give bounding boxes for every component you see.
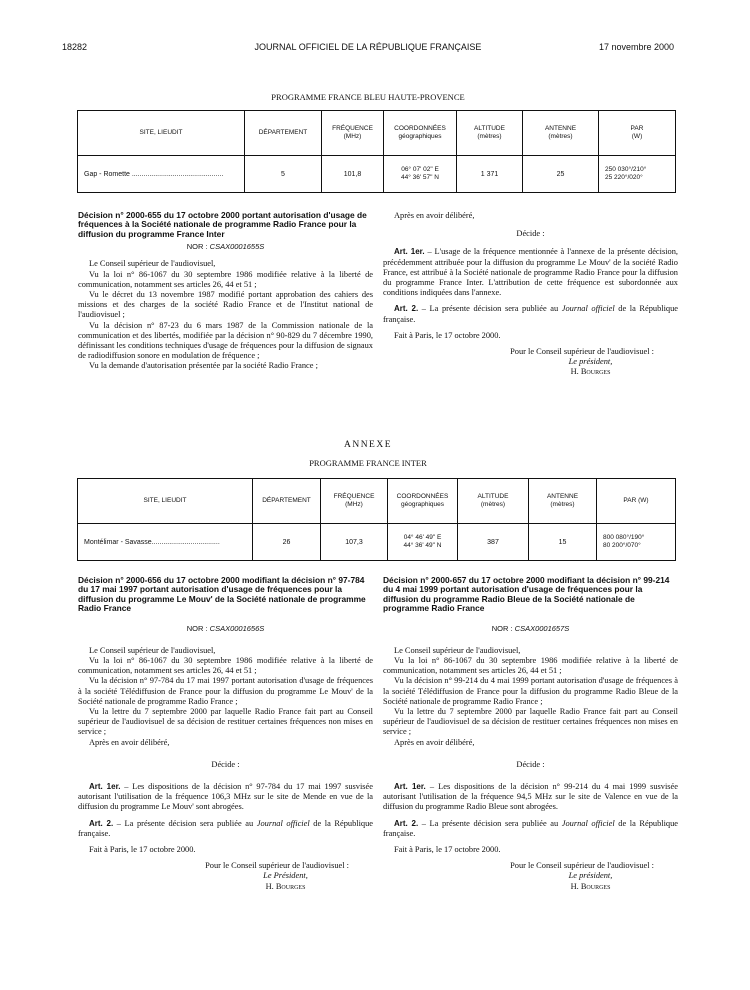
col-header-altitude: ALTITUDE (mètres): [458, 479, 529, 524]
cell-frequence: 107,3: [321, 524, 388, 561]
table-row: [78, 524, 676, 561]
frequency-table-france-bleu: [77, 110, 676, 193]
done-at: Fait à Paris, le 17 octobre 2000.: [394, 845, 501, 855]
col-header-altitude: ALTITUDE (mètres): [457, 111, 523, 156]
cell-par: 800 080°/190° 80 200°/070°: [597, 524, 676, 561]
signature-name: H. Bourges: [265, 881, 306, 891]
table-row: [78, 156, 676, 193]
signature-title: Le Président,: [263, 871, 308, 881]
table-heading-france-bleu: PROGRAMME FRANCE BLEU HAUTE-PROVENCE: [271, 92, 465, 102]
paragraph: Vu la loi n° 86-1067 du 30 septembre 1986 modifiée relative à la liberté de communication, notamment ses articles 26, 44 et 51 ;: [383, 656, 678, 676]
article-2: Art. 2. – La présente décision sera publiée au Journal officiel de la République française.: [383, 818, 679, 838]
paragraph: Vu la décision n° 99-214 du 4 mai 1999 portant autorisation d'usage de fréquences à la société Télédiffusion de France pour la diffusion du programme Radio Bleue de la Société nationale de programme Radio France ;: [383, 676, 678, 706]
col-header-site: SITE, LIEUDIT: [78, 479, 253, 524]
signature-title: Le président,: [568, 357, 613, 367]
done-at: Fait à Paris, le 17 octobre 2000.: [89, 845, 196, 855]
cell-antenne: 25: [523, 156, 599, 193]
signature-name: H. Bourges: [570, 881, 611, 891]
article-1: Art. 1er. – Les dispositions de la décision n° 99-214 du 4 mai 1999 susvisée autorisant l'utilisation de la fréquence 94,5 MHz sur le site de Valence en vue de la diffusion du programme Radio Bleue sont abrogées.: [383, 782, 678, 812]
page-number: 18282: [62, 42, 88, 52]
col-header-antenne: ANTENNE (mètres): [523, 111, 599, 156]
col-header-site: SITE, LIEUDIT: [78, 111, 245, 156]
table-header-row: [78, 479, 676, 524]
decision-655-right: [383, 211, 678, 378]
signature-line: Pour le Conseil supérieur de l'audiovisuel :: [205, 861, 349, 871]
decide-heading: Décide :: [211, 759, 240, 769]
annexe-title: ANNEXE: [343, 440, 393, 450]
decision-title: Décision n° 2000-657 du 17 octobre 2000 modifiant la décision n° 99-214 du 4 mai 1999 portant autorisation d'usage de fréquences pour la diffusion du programme Radio Bleue de la Société nationale de programme Radio France: [383, 575, 670, 614]
running-head: [62, 42, 674, 56]
signature-line: Pour le Conseil supérieur de l'audiovisuel :: [510, 347, 654, 357]
cell-departement: 26: [253, 524, 321, 561]
done-at: Fait à Paris, le 17 octobre 2000.: [394, 330, 501, 340]
paragraph: Vu la loi n° 86-1067 du 30 septembre 1986 modifiée relative à la liberté de communication, notamment ses articles 26, 44 et 51 ;: [78, 656, 373, 676]
decision-title: Décision n° 2000-656 du 17 octobre 2000 modifiant la décision n° 97-784 du 17 mai 1997 portant autorisation d'usage de fréquences pour la diffusion du programme Le Mouv' de la Société nationale de programme Radio France: [78, 575, 366, 614]
paragraph: Vu le décret du 13 novembre 1987 modifié portant approbation des cahiers des missions et des charges de la société Radio France et de l'Institut national de l'audiovisuel ;: [78, 290, 373, 320]
decision-title: Décision n° 2000-655 du 17 octobre 2000 portant autorisation d'usage de fréquences à la Société nationale de programme Radio France pour la diffusion du programme France Inter: [78, 210, 367, 239]
paragraph: Le Conseil supérieur de l'audiovisuel,: [89, 645, 216, 655]
col-header-frequence: FRÉQUENCE (MHz): [321, 479, 388, 524]
cell-site: Montélimar - Savasse...................................: [78, 524, 253, 561]
cell-coordonnees: 04° 46' 49" E 44° 36' 49" N: [388, 524, 458, 561]
paragraph: Vu la lettre du 7 septembre 2000 par laquelle Radio France fait part au Conseil supérieur de l'audiovisuel de sa décision de restituer certaines fréquences non mises en service ;: [383, 707, 678, 737]
signature-name: H. Bourges: [570, 367, 611, 377]
paragraph: Vu la décision n° 87-23 du 6 mars 1987 de la Commission nationale de la communication et des libertés, modifiée par la décision n° 90-829 du 7 décembre 1990, définissant les conditions techniques d'usage de fréquences pour la diffusion de signaux de radiodiffusion sonore en modulation de fréquence ;: [78, 320, 373, 361]
col-header-coordonnees: COORDONNÉES géographiques: [388, 479, 458, 524]
paragraph: Vu la loi n° 86-1067 du 30 septembre 1986 modifiée relative à la liberté de communication, notamment ses articles 26, 44 et 51 ;: [78, 269, 373, 289]
col-header-coordonnees: COORDONNÉES géographiques: [384, 111, 457, 156]
article-2: Art. 2. – La présente décision sera publiée au Journal officiel de la République française.: [78, 818, 374, 838]
decision-655-left: [78, 211, 373, 372]
article-1: Art. 1er. – Les dispositions de la décision n° 97-784 du 17 mai 1997 susvisée autorisant l'utilisation de la fréquence 106,3 MHz sur le site de Mende en vue de la diffusion du programme Le Mouv' sont abrogées.: [78, 782, 373, 812]
cell-antenne: 15: [529, 524, 597, 561]
paragraph: Après en avoir délibéré,: [89, 737, 170, 747]
paragraph: Vu la demande d'autorisation présentée par la société Radio France ;: [89, 361, 318, 371]
nor-reference: NOR : CSAX0001656S: [186, 623, 265, 633]
col-header-par: PAR (W): [597, 479, 676, 524]
article-2: Art. 2. – La présente décision sera publiée au Journal officiel de la République française.: [383, 304, 679, 324]
col-header-par: PAR (W): [599, 111, 676, 156]
cell-departement: 5: [245, 156, 322, 193]
signature-title: Le président,: [568, 871, 613, 881]
decision-656: [78, 576, 373, 892]
nor-reference: NOR : CSAX0001657S: [491, 623, 570, 633]
table-header-row: [78, 111, 676, 156]
col-header-departement: DÉPARTEMENT: [253, 479, 321, 524]
paragraph: Après en avoir délibéré,: [394, 211, 475, 220]
cell-site: Gap - Romette ...............................................: [78, 156, 245, 193]
cell-altitude: 1 371: [457, 156, 523, 193]
paragraph: Vu la lettre du 7 septembre 2000 par laquelle Radio France fait part au Conseil supérieur de l'audiovisuel de sa décision de restituer certaines fréquences non mises en service ;: [78, 707, 373, 737]
paragraph: Après en avoir délibéré,: [394, 737, 475, 747]
cell-altitude: 387: [458, 524, 529, 561]
decide-heading: Décide :: [516, 759, 545, 769]
col-header-frequence: FRÉQUENCE (MHz): [322, 111, 384, 156]
journal-title: JOURNAL OFFICIEL DE LA RÉPUBLIQUE FRANÇAISE: [254, 42, 482, 52]
article-1: Art. 1er. – L'usage de la fréquence mentionnée à l'annexe de la présente décision, précédemment attribuée pour la diffusion du programme Le Mouv' de la société Radio France, est attribué à la Société nationale de programme Radio France pour la diffusion du programme France Inter. L'attribution de cette fréquence est subordonnée aux conditions indiquées dans l'annexe.: [383, 247, 679, 298]
cell-frequence: 101,8: [322, 156, 384, 193]
frequency-table-france-inter: [77, 478, 676, 561]
col-header-antenne: ANTENNE (mètres): [529, 479, 597, 524]
paragraph: Le Conseil supérieur de l'audiovisuel,: [89, 259, 216, 269]
nor-reference: NOR : CSAX0001655S: [186, 242, 265, 252]
cell-par: 250 030°/210° 25 220°/020°: [599, 156, 676, 193]
table-heading-france-inter: PROGRAMME FRANCE INTER: [309, 458, 427, 468]
issue-date: 17 novembre 2000: [598, 42, 674, 52]
cell-coordonnees: 06° 07' 02" E 44° 36' 57" N: [384, 156, 457, 193]
decision-657: [383, 576, 678, 892]
paragraph: Vu la décision n° 97-784 du 17 mai 1997 portant autorisation d'usage de fréquences à la société Télédiffusion de France pour la diffusion du programme Le Mouv' de la Société nationale de programme Radio France ;: [78, 676, 373, 706]
col-header-departement: DÉPARTEMENT: [245, 111, 322, 156]
signature-line: Pour le Conseil supérieur de l'audiovisuel :: [510, 861, 654, 871]
decide-heading: Décide :: [516, 229, 545, 239]
paragraph: Le Conseil supérieur de l'audiovisuel,: [394, 645, 521, 655]
